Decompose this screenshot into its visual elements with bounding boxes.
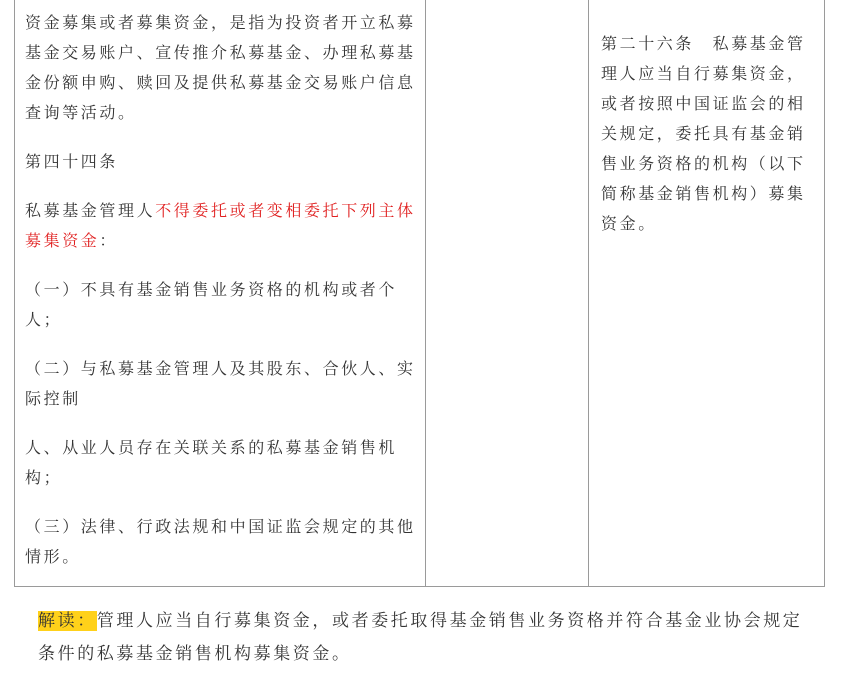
left-column-cell: [25, 8, 417, 591]
comparison-table: [14, 0, 825, 587]
article-44-item-2b: 人、从业人员存在关联关系的私募基金销售机构；: [25, 438, 398, 487]
column-divider-1: [425, 0, 426, 586]
interpretation-note: [38, 605, 818, 671]
article-44-title: 第四十四条: [25, 152, 119, 171]
article-44-item-2a: （二）与私募基金管理人及其股东、合伙人、实际控制: [25, 359, 416, 408]
article-44-item-3: （三）法律、行政法规和中国证监会规定的其他情形。: [25, 517, 416, 566]
right-column-cell: [601, 29, 815, 258]
interpretation-label: 解读：: [38, 611, 97, 631]
interpretation-text: 管理人应当自行募集资金，或者委托取得基金销售业务资格并符合基金业协会规定条件的私募基金销售机构募集资金。: [38, 611, 803, 664]
intro-prefix: 私募基金管理人: [25, 201, 156, 220]
article-44-intro: [25, 196, 417, 256]
intro-suffix: ：: [99, 231, 119, 250]
column-divider-2: [588, 0, 589, 586]
article-44-item-1: （一）不具有基金销售业务资格的机构或者个人；: [25, 280, 398, 329]
article-26-text: 第二十六条 私募基金管理人应当自行募集资金，或者按照中国证监会的相关规定，委托具有基金销售业务资格的机构（以下简称基金销售机构）募集资金。: [601, 34, 806, 233]
paragraph-fundraising-definition: 资金募集或者募集资金，是指为投资者开立私募基金交易账户、宣传推介私募基金、办理私募基金份额申购、赎回及提供私募基金交易账户信息查询等活动。: [25, 13, 416, 122]
intro-red-emphasis: 不得委托或者变相委托下列主体募集资金: [25, 201, 416, 250]
